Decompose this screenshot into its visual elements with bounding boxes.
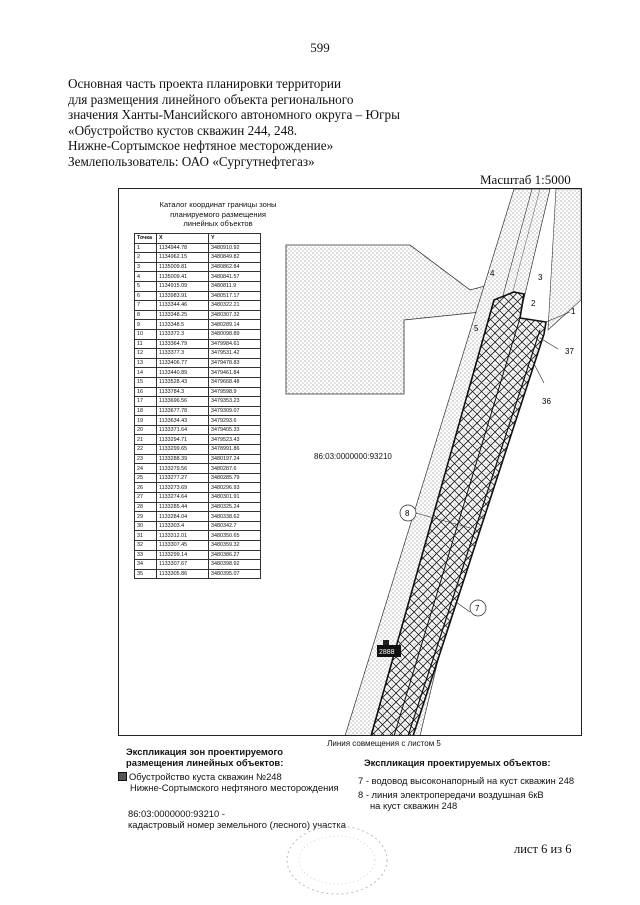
table-row: [135, 358, 261, 368]
y-cell: 3480285.79: [209, 473, 261, 483]
table-header-row: [135, 234, 261, 244]
point-label: 2: [531, 299, 536, 308]
y-cell: 3479478.83: [209, 358, 261, 368]
y-cell: 3479531.42: [209, 349, 261, 359]
x-cell: 1133307.45: [157, 541, 209, 551]
legend-title-line: размещения линейных объектов:: [126, 757, 284, 768]
table-row: [135, 435, 261, 445]
x-cell: 1134944.78: [157, 243, 209, 253]
table-row: [135, 377, 261, 387]
table-row: [135, 301, 261, 311]
sheet-number: лист 6 из 6: [514, 842, 572, 856]
column-header: Точка: [135, 234, 157, 244]
table-row: [135, 291, 261, 301]
y-cell: 3479309.07: [209, 406, 261, 416]
x-cell: 1133784.3: [157, 387, 209, 397]
y-cell: 3479523.43: [209, 435, 261, 445]
adjacent-strip: [548, 189, 581, 330]
header-line: Нижне-Сортымское нефтяное месторождение»: [68, 138, 334, 154]
column-header: Y: [209, 234, 261, 244]
x-cell: 1133312.01: [157, 531, 209, 541]
y-cell: 3479461.84: [209, 368, 261, 378]
y-cell: 3480287.6: [209, 464, 261, 474]
table-row: [135, 320, 261, 330]
point-cell: 15: [135, 377, 157, 387]
table-row: [135, 368, 261, 378]
table-row: [135, 397, 261, 407]
table-row: [135, 464, 261, 474]
point-cell: 32: [135, 541, 157, 551]
catalog-title-line: планируемого размещения: [170, 209, 266, 219]
y-cell: 3480386.27: [209, 550, 261, 560]
header-line: «Обустройство кустов скважин 244, 248.: [68, 122, 298, 138]
table-row: [135, 454, 261, 464]
point-cell: 30: [135, 521, 157, 531]
table-row: [135, 560, 261, 570]
y-cell: 3480197.24: [209, 454, 261, 464]
x-cell: 1135009.41: [157, 272, 209, 282]
y-cell: 3480325.24: [209, 502, 261, 512]
y-cell: 3480098.89: [209, 329, 261, 339]
y-cell: 3480301.91: [209, 493, 261, 503]
table-row: [135, 262, 261, 272]
point-cell: 2: [135, 253, 157, 263]
point-cell: 33: [135, 550, 157, 560]
table-row: [135, 521, 261, 531]
table-row: [135, 272, 261, 282]
x-cell: 1133377.3: [157, 349, 209, 359]
table-row: [135, 243, 261, 253]
point-label: 4: [490, 269, 495, 278]
y-cell: 3478991.86: [209, 445, 261, 455]
x-cell: 1133634.43: [157, 416, 209, 426]
y-cell: 3479405.33: [209, 425, 261, 435]
page-number: 599: [310, 40, 330, 55]
y-cell: 3479668.48: [209, 377, 261, 387]
catalog-title: [128, 200, 308, 229]
point-cell: 34: [135, 560, 157, 570]
point-cell: 12: [135, 349, 157, 359]
well-pad-label: 2888: [379, 649, 395, 656]
x-cell: 1133305.86: [157, 569, 209, 579]
table-row: [135, 541, 261, 551]
y-cell: 3480296.93: [209, 483, 261, 493]
legend-text: 7 - водовод высоконапорный на куст скважин 248: [358, 775, 575, 786]
point-cell: 6: [135, 291, 157, 301]
point-cell: 23: [135, 454, 157, 464]
object-legend-item: [358, 789, 544, 811]
point-cell: 8: [135, 310, 157, 320]
table-row: [135, 550, 261, 560]
x-cell: 1133364.79: [157, 339, 209, 349]
point-cell: 28: [135, 502, 157, 512]
legend-text: Обустройство куста скважин №248: [129, 771, 282, 782]
x-cell: 1133406.77: [157, 358, 209, 368]
x-cell: 1133303.4: [157, 521, 209, 531]
y-cell: 3479598.9: [209, 387, 261, 397]
point-cell: 5: [135, 281, 157, 291]
y-cell: 3480307.32: [209, 310, 261, 320]
point-cell: 35: [135, 569, 157, 579]
point-cell: 27: [135, 493, 157, 503]
match-line-caption: Линия совмещения с листом 5: [327, 739, 441, 748]
x-cell: 1133299.65: [157, 445, 209, 455]
point-label: 37: [565, 347, 574, 356]
y-cell: 3479353.23: [209, 397, 261, 407]
legend-text: 86:03:0000000:93210 -: [128, 808, 225, 819]
y-cell: 3480841.57: [209, 272, 261, 282]
x-cell: 1133983.91: [157, 291, 209, 301]
x-cell: 1133284.04: [157, 512, 209, 522]
point-cell: 21: [135, 435, 157, 445]
x-cell: 1134962.15: [157, 253, 209, 263]
point-cell: 14: [135, 368, 157, 378]
y-cell: 3480342.7: [209, 521, 261, 531]
point-cell: 11: [135, 339, 157, 349]
point-label: 1: [571, 307, 576, 316]
table-row: [135, 281, 261, 291]
x-cell: 1133344.46: [157, 301, 209, 311]
table-row: [135, 531, 261, 541]
y-cell: 3479984.61: [209, 339, 261, 349]
table-row: [135, 339, 261, 349]
y-cell: 3480517.17: [209, 291, 261, 301]
y-cell: 3480811.9: [209, 281, 261, 291]
zone-legend-item: [118, 771, 339, 793]
legend-text: на куст скважин 248: [370, 800, 458, 811]
point-cell: 26: [135, 483, 157, 493]
header-line: значения Ханты-Мансийского автономного округа – Югры: [68, 107, 400, 123]
table-row: [135, 416, 261, 426]
table-row: [135, 387, 261, 397]
zones-legend-title: [126, 746, 283, 768]
table-row: [135, 349, 261, 359]
x-cell: 1133274.64: [157, 493, 209, 503]
point-cell: 17: [135, 397, 157, 407]
x-cell: 1133371.64: [157, 425, 209, 435]
y-cell: 3480398.92: [209, 560, 261, 570]
point-cell: 10: [135, 329, 157, 339]
coordinates-table: [134, 233, 261, 579]
hatch-swatch-icon: [118, 772, 127, 781]
cadastral-number-label: 86:03:0000000:93210: [314, 452, 392, 461]
table-row: [135, 310, 261, 320]
y-cell: 3480338.62: [209, 512, 261, 522]
x-cell: 1133273.69: [157, 483, 209, 493]
x-cell: 1133279.56: [157, 464, 209, 474]
point-label: 5: [474, 324, 479, 333]
x-cell: 1133372.3: [157, 329, 209, 339]
y-cell: 3480322.21: [209, 301, 261, 311]
x-cell: 1133440.89: [157, 368, 209, 378]
point-cell: 18: [135, 406, 157, 416]
header-line: Землепользователь: ОАО «Сургутнефтегаз»: [68, 153, 315, 169]
table-row: [135, 512, 261, 522]
y-cell: 3480910.92: [209, 243, 261, 253]
x-cell: 1133348.5: [157, 320, 209, 330]
point-cell: 31: [135, 531, 157, 541]
x-cell: 1133307.67: [157, 560, 209, 570]
object-legend-item: [358, 775, 574, 786]
legend-title-line: Экспликация зон проектируемого: [126, 746, 283, 757]
header-line: Основная часть проекта планировки территории: [68, 76, 342, 91]
point-cell: 22: [135, 445, 157, 455]
objects-legend-title: Экспликация проектируемых объектов:: [364, 757, 551, 768]
table-row: [135, 445, 261, 455]
point-cell: 19: [135, 416, 157, 426]
y-cell: 3480359.32: [209, 541, 261, 551]
table-row: [135, 569, 261, 579]
table-row: [135, 493, 261, 503]
y-cell: 3480395.07: [209, 569, 261, 579]
stamp-seal: [282, 820, 392, 900]
point-cell: 25: [135, 473, 157, 483]
table-row: [135, 483, 261, 493]
x-cell: 1134915.09: [157, 281, 209, 291]
column-header: X: [157, 234, 209, 244]
point-label: 3: [538, 273, 543, 282]
point-cell: 24: [135, 464, 157, 474]
point-label: 36: [542, 397, 551, 406]
point-cell: 29: [135, 512, 157, 522]
x-cell: 1133294.71: [157, 435, 209, 445]
x-cell: 1133528.43: [157, 377, 209, 387]
table-row: [135, 425, 261, 435]
legend-text: Нижне-Сортымского нефтяного месторождения: [130, 782, 339, 793]
callout-label: 8: [405, 509, 410, 518]
x-cell: 1133277.27: [157, 473, 209, 483]
scale-label: Масштаб 1:5000: [480, 172, 571, 187]
point-cell: 20: [135, 425, 157, 435]
y-cell: 3479293.6: [209, 416, 261, 426]
point-cell: 4: [135, 272, 157, 282]
x-cell: 1133285.44: [157, 502, 209, 512]
table-row: [135, 253, 261, 263]
table-row: [135, 473, 261, 483]
y-cell: 3480862.84: [209, 262, 261, 272]
point-cell: 13: [135, 358, 157, 368]
y-cell: 3480849.82: [209, 253, 261, 263]
x-cell: 1133348.25: [157, 310, 209, 320]
point-cell: 7: [135, 301, 157, 311]
x-cell: 1135009.81: [157, 262, 209, 272]
header-line: для размещения линейного объекта регионального: [68, 91, 354, 107]
table-row: [135, 406, 261, 416]
callout-label: 7: [475, 604, 480, 613]
catalog-title-line: Каталог координат границы зоны: [159, 200, 277, 209]
table-row: [135, 502, 261, 512]
x-cell: 1133696.56: [157, 397, 209, 407]
x-cell: 1133299.14: [157, 550, 209, 560]
x-cell: 1133288.39: [157, 454, 209, 464]
y-cell: 3480289.14: [209, 320, 261, 330]
point-cell: 9: [135, 320, 157, 330]
legend-text: 8 - линия электропередачи воздушная 6кВ: [358, 789, 544, 800]
y-cell: 3480350.65: [209, 531, 261, 541]
point-cell: 16: [135, 387, 157, 397]
legend-text: кадастровый номер земельного (лесного) участка: [128, 819, 346, 830]
point-cell: 1: [135, 243, 157, 253]
table-row: [135, 329, 261, 339]
x-cell: 1133677.78: [157, 406, 209, 416]
catalog-title-line: линейных объектов: [183, 219, 253, 229]
point-cell: 3: [135, 262, 157, 272]
